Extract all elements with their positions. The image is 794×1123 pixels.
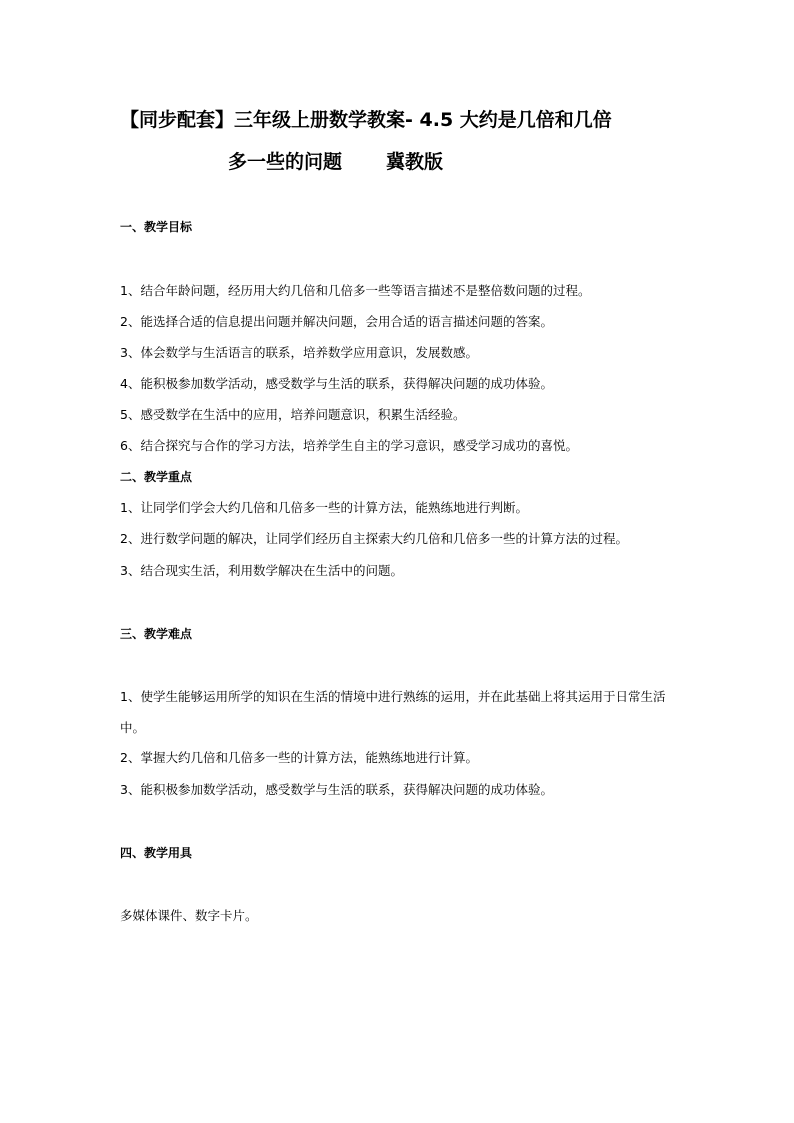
document-title-edition: 冀教版 [386, 151, 444, 173]
goal-item-1: 1、结合年龄问题，经历用大约几倍和几倍多一些等语言描述不是整倍数问题的过程。 [120, 283, 591, 298]
section-heading-goals: 一、教学目标 [120, 220, 193, 234]
document-title-line1: 【同步配套】三年级上册数学教案- 4.5 大约是几倍和几倍 [120, 109, 612, 131]
document-title-line2 [228, 149, 788, 175]
goal-item-4: 4、能积极参加数学活动，感受数学与生活的联系，获得解决问题的成功体验。 [120, 376, 553, 391]
section-heading-tools: 四、教学用具 [120, 846, 193, 860]
goal-item-5: 5、感受数学在生活中的应用，培养问题意识，积累生活经验。 [120, 407, 466, 422]
goal-item-3: 3、体会数学与生活语言的联系，培养数学应用意识，发展数感。 [120, 345, 478, 360]
key-point-item-1: 1、让同学们学会大约几倍和几倍多一些的计算方法，能熟练地进行判断。 [120, 500, 528, 515]
key-point-item-3: 3、结合现实生活，利用数学解决在生活中的问题。 [120, 563, 403, 578]
key-point-item-2: 2、进行数学问题的解决，让同学们经历自主探索大约几倍和几倍多一些的计算方法的过程。 [120, 531, 628, 546]
difficulty-item-3: 3、能积极参加数学活动，感受数学与生活的联系，获得解决问题的成功体验。 [120, 782, 553, 797]
difficulty-item-2: 2、掌握大约几倍和几倍多一些的计算方法，能熟练地进行计算。 [120, 750, 478, 765]
section-heading-difficulties: 三、教学难点 [120, 627, 193, 641]
tools-item-1: 多媒体课件、数字卡片。 [120, 908, 258, 923]
goal-item-6: 6、结合探究与合作的学习方法，培养学生自主的学习意识，感受学习成功的喜悦。 [120, 438, 578, 453]
document-title-topic: 多一些的问题 [228, 151, 343, 173]
goal-item-2: 2、能选择合适的信息提出问题并解决问题，会用合适的语言描述问题的答案。 [120, 314, 553, 329]
section-heading-key-points: 二、教学重点 [120, 470, 193, 484]
difficulty-item-1: 1、使学生能够运用所学的知识在生活的情境中进行熟练的运用，并在此基础上将其运用于日常生活中。 [120, 689, 666, 735]
